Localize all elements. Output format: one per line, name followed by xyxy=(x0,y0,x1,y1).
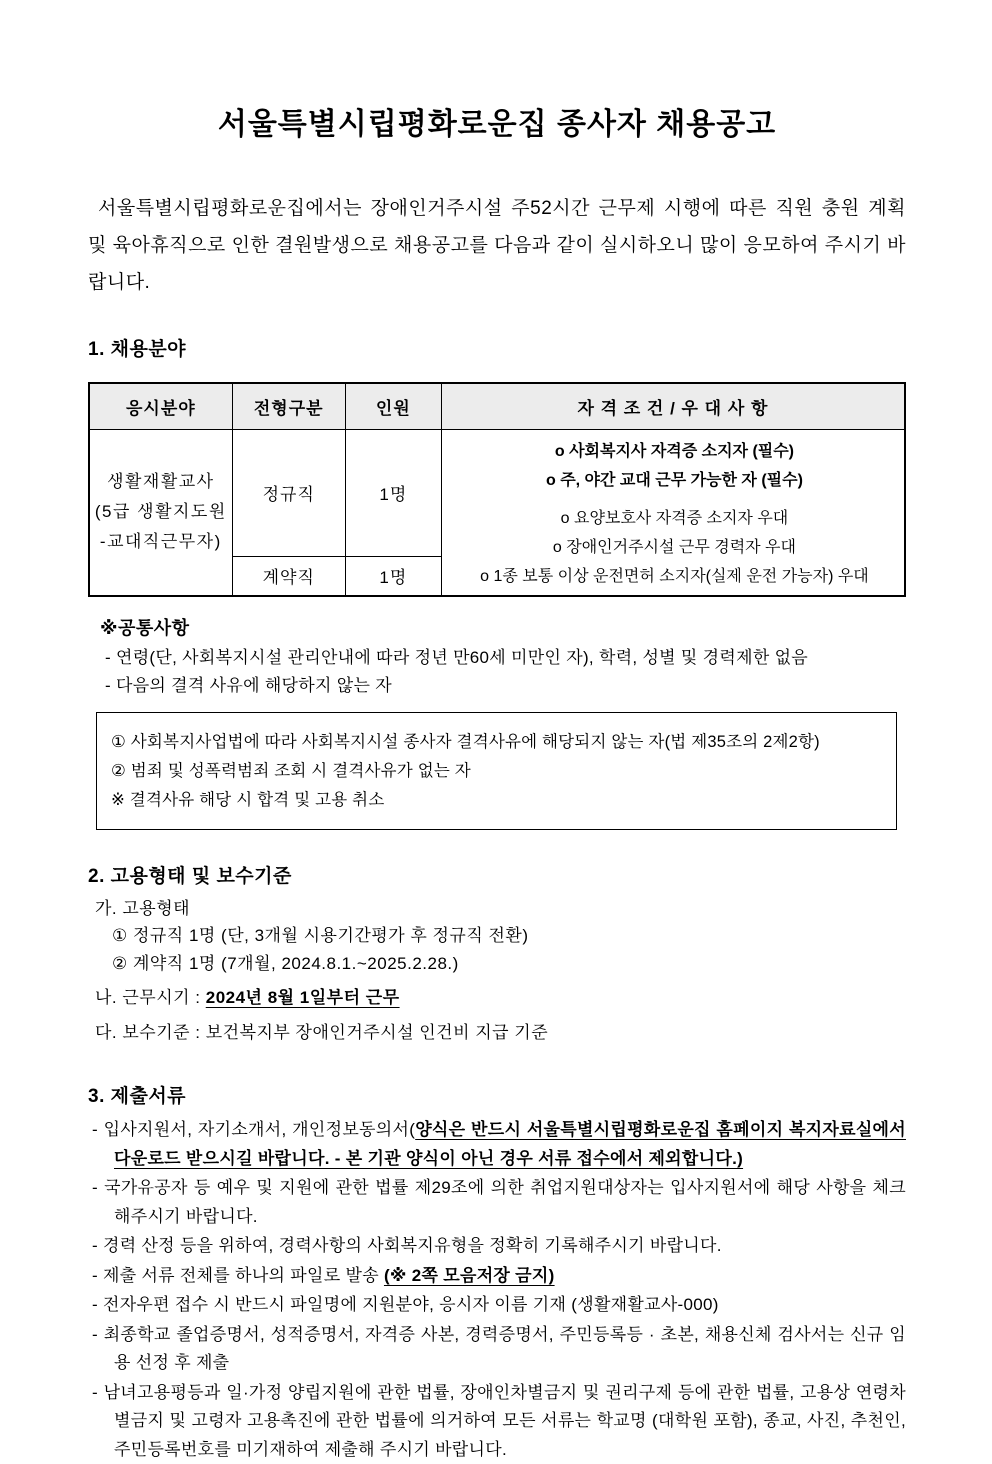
submission-item-emphasis: 양식은 반드시 서울특별시립평화로운집 홈페이지 복지자료실에서 다운로드 받으시길 바랍니다. - 본 기관 양식이 아닌 경우 서류 접수에서 제외합니다.) xyxy=(114,1120,906,1168)
submission-item xyxy=(88,1116,906,1173)
position-line: (5급 생활지도원 xyxy=(90,497,232,527)
submission-item: - 남녀고용평등과 일·가정 양립지원에 관한 법률, 장애인차별금지 및 권리구제 등에 관한 법률, 고용상 연령차별금지 및 고령자 고용촉진에 관한 법률에 의거하여 모든 서류는 학교명 (대학원 포함), 종교, 사진, 추천인, 주민등록번호를 미기재하여 제출해 주시기 바랍니다. xyxy=(88,1379,906,1464)
submission-item-emphasis: (※ 2쪽 모음저장 금지) xyxy=(384,1266,555,1285)
work-start-label: 나. 근무시기 : xyxy=(95,988,206,1007)
qualification-preferred: o 장애인거주시설 근무 경력자 우대 xyxy=(449,533,900,562)
submission-item: - 최종학교 졸업증명서, 성적증명서, 자격증 사본, 경력증명서, 주민등록등 · 초본, 채용신체 검사서는 신규 임용 선정 후 제출 xyxy=(88,1321,906,1378)
work-start-date: 2024년 8월 1일부터 근무 xyxy=(206,988,400,1007)
submission-item: - 국가유공자 등 예우 및 지원에 관한 법률 제29조에 의한 취업지원대상자는 입사지원서에 해당 사항을 체크해주시기 바랍니다. xyxy=(88,1174,906,1231)
common-notes-heading: ※공통사항 xyxy=(100,614,906,640)
header-headcount: 인원 xyxy=(345,383,441,429)
work-start-line xyxy=(95,984,906,1012)
submission-item: - 전자우편 접수 시 반드시 파일명에 지원분야, 응시자 이름 기재 (생활재활교사-000) xyxy=(88,1291,906,1320)
disqualification-item: ① 사회복지사업법에 따라 사회복지시설 종사자 결격사유에 해당되지 않는 자(법 제35조의 2제2항) xyxy=(111,728,886,757)
disqualification-item: ※ 결격사유 해당 시 합격 및 고용 취소 xyxy=(111,786,886,815)
submission-item: - 경력 산정 등을 위하여, 경력사항의 사회복지유형을 정확히 기록해주시기 바랍니다. xyxy=(88,1232,906,1261)
employment-item: ② 계약직 1명 (7개월, 2024.8.1.~2025.2.28.) xyxy=(112,950,906,978)
headcount-contract: 1명 xyxy=(345,556,441,595)
qualification-required: o 사회복지사 자격증 소지자 (필수) xyxy=(449,437,900,466)
page-title: 서울특별시립평화로운집 종사자 채용공고 xyxy=(88,104,906,146)
section1-heading: 1. 채용분야 xyxy=(88,334,906,361)
submission-item xyxy=(88,1262,906,1291)
selection-type-regular: 정규직 xyxy=(232,429,345,556)
section2-heading: 2. 고용형태 및 보수기준 xyxy=(88,861,906,888)
qualification-preferred: o 1종 보통 이상 운전면허 소지자(실제 운전 가능자) 우대 xyxy=(449,562,900,591)
submission-items xyxy=(88,1116,906,1464)
common-note-item: - 다음의 결격 사유에 해당하지 않는 자 xyxy=(105,675,906,696)
table-header-row xyxy=(89,383,905,429)
header-apply-field: 응시분야 xyxy=(89,383,232,429)
submission-item-text: - 입사지원서, 자기소개서, 개인정보동의서( xyxy=(92,1120,415,1139)
qualifications-cell xyxy=(441,429,905,596)
position-line: -교대직근무자) xyxy=(90,527,232,557)
common-note-item: - 연령(단, 사회복지시설 관리안내에 따라 정년 만60세 미만인 자), 학력, 성별 및 경력제한 없음 xyxy=(105,647,906,668)
table-row xyxy=(89,429,905,556)
section3-heading: 3. 제출서류 xyxy=(88,1081,906,1108)
header-qualifications: 자 격 조 건 / 우 대 사 항 xyxy=(441,383,905,429)
employment-item: ① 정규직 1명 (단, 3개월 시용기간평가 후 정규직 전환) xyxy=(112,922,906,950)
qualification-preferred: o 요양보호사 자격증 소지자 우대 xyxy=(449,504,900,533)
intro-paragraph: 서울특별시립평화로운집에서는 장애인거주시설 주52시간 근무제 시행에 따른 직원 충원 계획 및 육아휴직으로 인한 결원발생으로 채용공고를 다음과 같이 실시하오니 많이 응모하여 주시기 바랍니다. xyxy=(88,190,906,301)
disqualification-box xyxy=(96,712,897,830)
position-cell xyxy=(89,429,232,596)
header-selection-type: 전형구분 xyxy=(232,383,345,429)
spacer xyxy=(449,495,900,504)
headcount-regular: 1명 xyxy=(345,429,441,556)
qualification-required: o 주, 야간 교대 근무 가능한 자 (필수) xyxy=(449,466,900,495)
pay-standard-line: 다. 보수기준 : 보건복지부 장애인거주시설 인건비 지급 기준 xyxy=(95,1019,906,1047)
position-line: 생활재활교사 xyxy=(90,467,232,497)
employment-type-label: 가. 고용형태 xyxy=(95,895,906,923)
disqualification-item: ② 범죄 및 성폭력범죄 조회 시 결격사유가 없는 자 xyxy=(111,757,886,786)
submission-item-text: - 제출 서류 전체를 하나의 파일로 발송 xyxy=(92,1266,384,1285)
recruitment-table xyxy=(88,382,906,597)
selection-type-contract: 계약직 xyxy=(232,556,345,595)
